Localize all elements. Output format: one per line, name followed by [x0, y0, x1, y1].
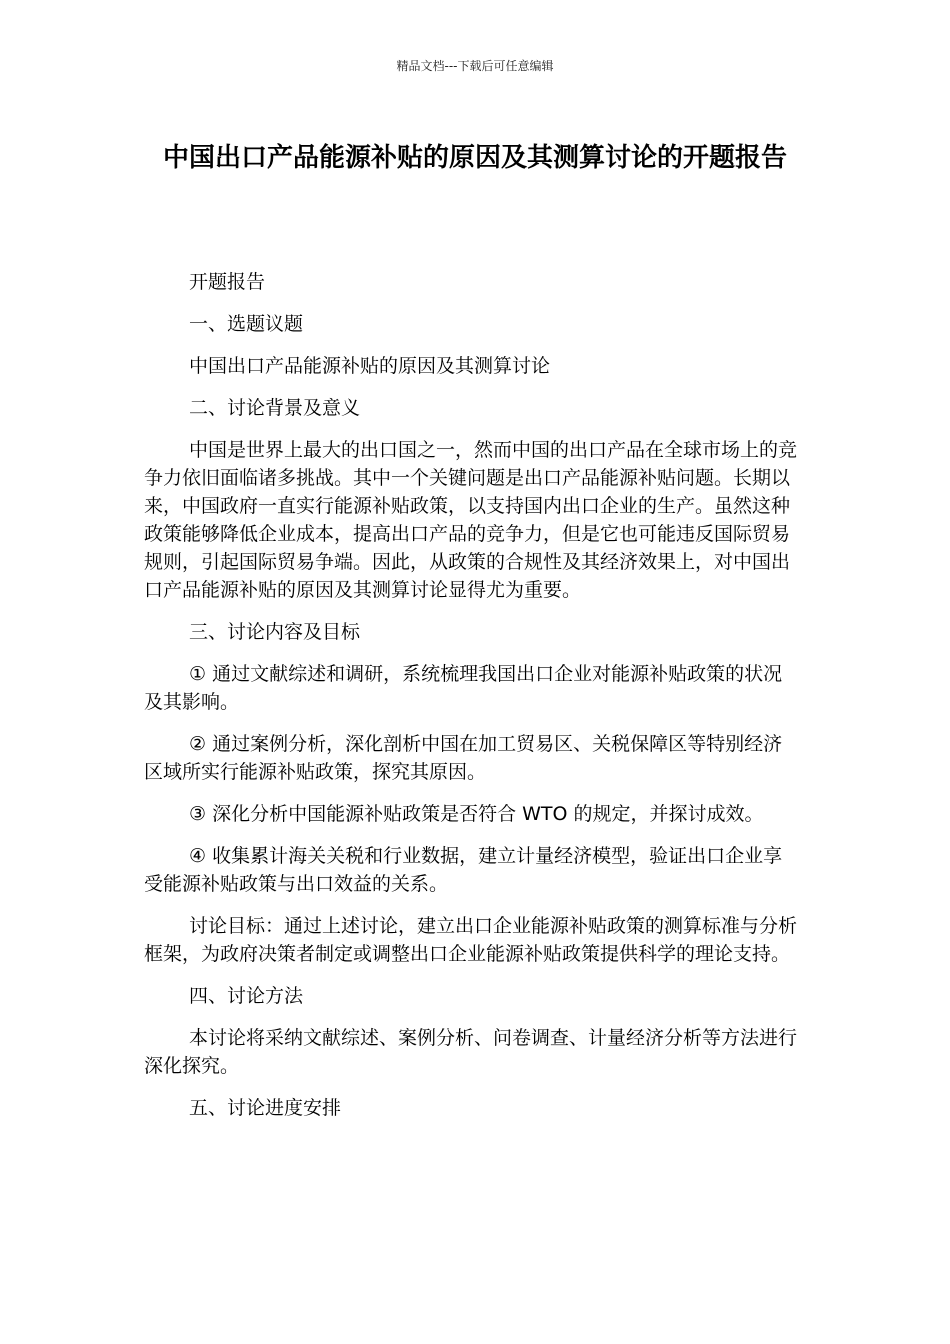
content-item-2: ② 通过案例分析，深化剖析中国在加工贸易区、关税保障区等特别经济区域所实行能源补贴政策，探究其原因。: [144, 733, 783, 783]
section-heading-methods: 四、讨论方法: [189, 985, 304, 1007]
methods-paragraph: 本讨论将采纳文献综述、案例分析、问卷调查、计量经济分析等方法进行深化探究。: [144, 1027, 798, 1077]
page-header-note: 精品文档---下载后可任意编辑: [396, 59, 554, 73]
section-heading-background: 二、讨论背景及意义: [189, 397, 361, 419]
section-heading-schedule: 五、讨论进度安排: [189, 1097, 342, 1119]
document-title: 中国出口产品能源补贴的原因及其测算讨论的开题报告: [162, 143, 787, 173]
section-heading-topic: 一、选题议题: [189, 313, 304, 335]
content-item-1: ① 通过文献综述和调研，系统梳理我国出口企业对能源补贴政策的状况及其影响。: [144, 663, 783, 713]
goals-paragraph: 讨论目标：通过上述讨论，建立出口企业能源补贴政策的测算标准与分析框架，为政府决策者制定或调整出口企业能源补贴政策提供科学的理论支持。: [144, 915, 798, 965]
content-item-3: ③ 深化分析中国能源补贴政策是否符合 WTO 的规定，并探讨成效。: [189, 803, 764, 825]
topic-title-paragraph: 中国出口产品能源补贴的原因及其测算讨论: [189, 355, 551, 377]
document-body: [144, 268, 800, 1136]
section-heading-content-goals: 三、讨论内容及目标: [189, 621, 361, 643]
section-label-report: 开题报告: [189, 271, 266, 293]
content-item-4: ④ 收集累计海关关税和行业数据，建立计量经济模型，验证出口企业享受能源补贴政策与出口效益的关系。: [144, 845, 783, 895]
background-paragraph: 中国是世界上最大的出口国之一，然而中国的出口产品在全球市场上的竞争力依旧面临诸多挑战。其中一个关键问题是出口产品能源补贴问题。长期以来，中国政府一直实行能源补贴政策，以支持国内出口企业的生产。虽然这种政策能够降低企业成本，提高出口产品的竞争力，但是它也可能违反国际贸易规则，引起国际贸易争端。因此，从政策的合规性及其经济效果上，对中国出口产品能源补贴的原因及其测算讨论显得尤为重要。: [144, 439, 798, 601]
